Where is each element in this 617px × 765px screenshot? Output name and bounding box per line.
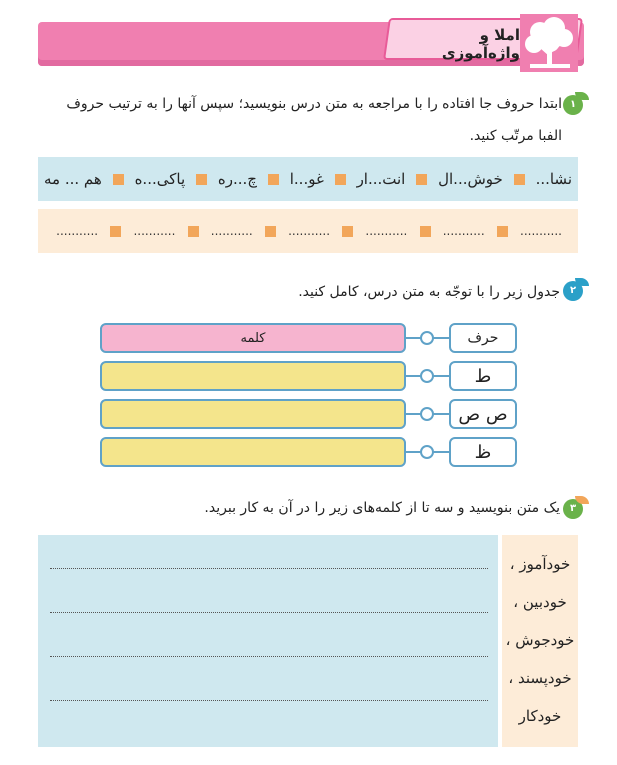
table-letter: ظ [449,437,517,467]
square-bullet-icon [514,174,525,185]
fragment: غو...ا [289,170,324,188]
square-bullet-icon [265,226,276,237]
question-1-text: ابتدا حروف جا افتاده را با مراجعه به متن درس بنویسید؛ سپس آنها را به ترتیب حروف الفبا مرتّب کنید. [66,96,562,144]
table-header-word: کلمه [100,323,406,353]
page-title: املا و واژه‌آموزی [441,26,520,62]
square-bullet-icon [110,226,121,237]
fragment: چ...ره [217,170,257,188]
writing-line [50,656,488,657]
answer-blank[interactable]: ........... [520,224,562,238]
square-bullet-icon [188,226,199,237]
square-bullet-icon [420,226,431,237]
table-letter: ص ص [449,399,517,429]
word-bank-item: خودجوش ، [505,631,575,649]
table-word-input[interactable] [100,361,406,391]
answer-blank[interactable]: ........... [365,224,408,238]
answer-blank[interactable]: ........... [210,224,253,238]
table-letter: ط [449,361,517,391]
fragment: پاکی...ه [134,170,186,188]
tree-icon [520,14,578,72]
square-bullet-icon [196,174,207,185]
table-word-input[interactable] [100,437,406,467]
square-bullet-icon [113,174,124,185]
square-bullet-icon [335,174,346,185]
question-1-number: ۱ [563,95,583,115]
question-3-number: ۳ [563,499,583,519]
fragments-row [44,157,572,201]
table-word-input[interactable] [100,399,406,429]
answer-row [56,209,562,253]
table-header-letter: حرف [449,323,517,353]
fragment: نشا... [535,170,572,188]
fragment: خوش...ال [438,170,503,188]
fragment: انت...ار [356,170,406,188]
question-2-text: جدول زیر را با توجّه به متن درس، کامل کنید. [298,284,560,300]
word-bank-item: خودآموز ، [509,555,571,573]
writing-line [50,568,488,569]
connector-icon [406,369,449,383]
square-bullet-icon [268,174,279,185]
connector-icon [406,445,449,459]
connector-icon [406,331,449,345]
connector-icon [406,407,449,421]
fragment: هم ... مه [44,170,102,188]
square-bullet-icon [497,226,508,237]
word-bank-item: خودپسند ، [508,669,572,687]
answer-blank[interactable]: ........... [442,224,485,238]
writing-line [50,612,488,613]
square-bullet-icon [342,226,353,237]
word-bank [502,545,578,735]
answer-blank[interactable]: ........... [56,224,99,238]
word-bank-item: خودبین ، [513,593,567,611]
answer-blank[interactable]: ........... [288,224,331,238]
square-bullet-icon [416,174,427,185]
writing-line [50,700,488,701]
answer-blank[interactable]: ........... [133,224,176,238]
question-2-number: ۲ [563,281,583,301]
word-bank-item: خودکار [518,707,562,725]
question-3-text: یک متن بنویسید و سه تا از کلمه‌های زیر را در آن به کار ببرید. [204,500,560,516]
writing-area[interactable] [38,535,498,747]
